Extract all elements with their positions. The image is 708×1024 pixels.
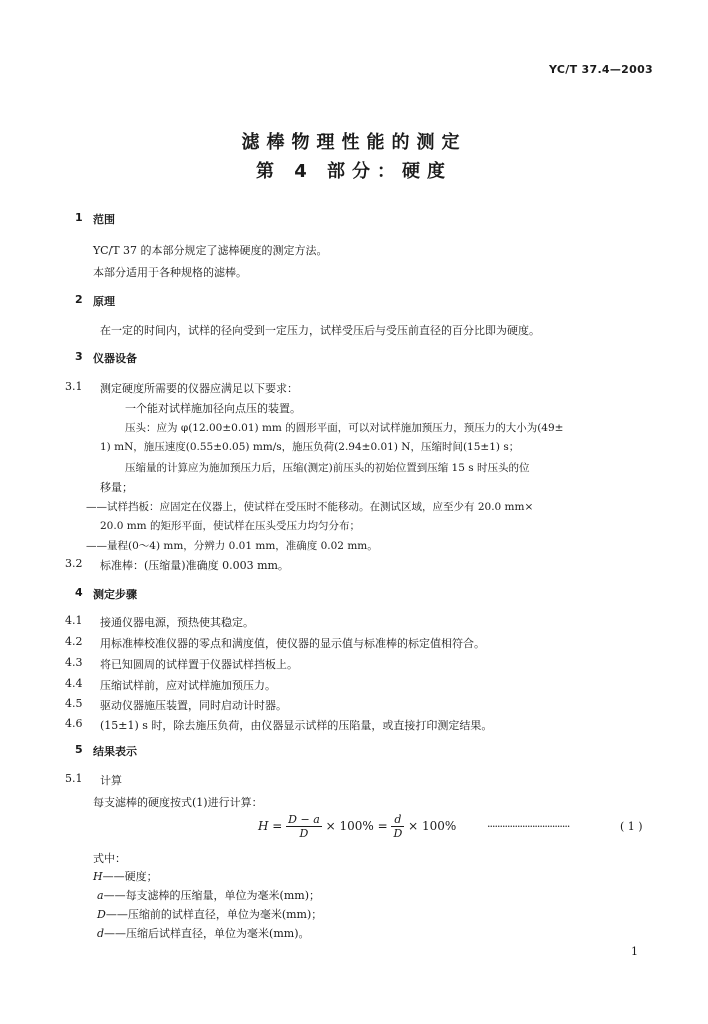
step-number: 4.5 — [65, 697, 83, 710]
clause-3-1-line-3: 1) mN，施压速度(0.55±0.05) mm/s，施压负荷(2.94±0.01) N，压缩时间(15±1) s； — [100, 441, 520, 453]
step-number: 4.6 — [65, 717, 83, 730]
formula-multiplier-2: × 100% — [408, 819, 457, 833]
section-4-title: 测定步骤 — [93, 588, 137, 601]
clause-3-1-line-7: 20.0 mm 的矩形平面，使试样在压头受压力均匀分布； — [100, 520, 360, 532]
page-number: 1 — [631, 945, 638, 958]
clause-3-1-line-1: 一个能对试样施加径向点压的装置。 — [125, 402, 301, 415]
variable-symbol: D — [97, 908, 106, 921]
section-1-title: 范围 — [93, 213, 115, 226]
clause-3-1-line-8: ——量程(0～4) mm，分辨力 0.01 mm，准确度 0.02 mm。 — [86, 540, 378, 552]
step-text: 压缩试样前，应对试样施加预压力。 — [100, 679, 276, 692]
variable-definition — [97, 906, 322, 922]
fraction-2-numerator: d — [391, 813, 404, 827]
variable-description: ——压缩前的试样直径，单位为毫米(mm)； — [105, 908, 323, 921]
variable-symbol: d — [97, 927, 105, 940]
variable-definition — [97, 887, 320, 903]
step-text: 驱动仪器施压装置，同时启动计时器。 — [100, 699, 287, 712]
step-number: 4.1 — [65, 614, 83, 627]
section-2-paragraph: 在一定的时间内，试样的径向受到一定压力，试样受压后与受压前直径的百分比即为硬度。 — [100, 324, 540, 337]
document-subtitle: 第 4 部分：硬度 — [255, 161, 453, 182]
variable-description: ——硬度； — [102, 870, 158, 883]
fraction-2 — [391, 813, 404, 840]
step-number: 4.3 — [65, 656, 83, 669]
clause-5-1-title: 计算 — [100, 774, 122, 787]
section-1-paragraph-2: 本部分适用于各种规格的滤棒。 — [93, 266, 247, 279]
step-text: 接通仪器电源，预热使其稳定。 — [100, 616, 254, 629]
standard-code: YC/T 37.4—2003 — [549, 63, 653, 76]
variable-description: ——压缩后试样直径，单位为毫米(mm)。 — [104, 927, 310, 940]
step-text: 用标准棒校准仪器的零点和满度值，使仪器的显示值与标准棒的标定值相符合。 — [100, 637, 485, 650]
section-5-title: 结果表示 — [93, 745, 137, 758]
step-number: 4.4 — [65, 677, 83, 690]
fraction-1 — [286, 813, 322, 840]
variable-symbol: H — [93, 870, 103, 883]
formula-leader-dots: ································· — [487, 820, 570, 833]
section-4-number: 4 — [75, 586, 83, 599]
formula-multiplier-1: × 100% = — [325, 819, 388, 833]
clause-3-2-text: 标准棒：(压缩量)准确度 0.003 mm。 — [100, 559, 289, 572]
step-number: 4.2 — [65, 635, 83, 648]
section-1-number: 1 — [75, 211, 83, 224]
step-text: (15±1) s 时，除去施压负荷，由仪器显示试样的压陷量，或直接打印测定结果。 — [100, 719, 493, 732]
hardness-formula — [258, 813, 456, 840]
clause-3-1-line-5: 移量； — [100, 481, 133, 494]
variable-definition — [97, 925, 310, 941]
variable-definition — [93, 868, 158, 884]
section-3-title: 仪器设备 — [93, 352, 137, 365]
step-text: 将已知圆周的试样置于仪器试样挡板上。 — [100, 658, 298, 671]
fraction-1-numerator: D − a — [288, 813, 320, 826]
section-3-number: 3 — [75, 350, 83, 363]
clause-3-1-line-6: ——试样挡板：应固定在仪器上，使试样在受压时不能移动。在测试区域，应至少有 20.0 mm× — [86, 501, 534, 513]
section-2-number: 2 — [75, 293, 83, 306]
where-label: 式中： — [93, 852, 126, 865]
clause-3-1-number: 3.1 — [65, 380, 83, 393]
variable-symbol: a — [97, 889, 104, 902]
fraction-1-denominator: D — [299, 827, 309, 840]
fraction-2-denominator: D — [393, 827, 403, 840]
variable-description: ——每支滤棒的压缩量，单位为毫米(mm)； — [103, 889, 321, 902]
section-1-paragraph-1: YC/T 37 的本部分规定了滤棒硬度的测定方法。 — [93, 244, 328, 257]
formula-equation-number: ( 1 ) — [620, 820, 643, 833]
clause-3-1-line-4: 压缩量的计算应为施加预压力后，压缩(测定)前压头的初始位置到压缩 15 s 时压头的位 — [125, 462, 530, 474]
clause-3-2-number: 3.2 — [65, 557, 83, 570]
document-title: 滤棒物理性能的测定 — [241, 132, 467, 153]
clause-5-1-number: 5.1 — [65, 772, 83, 785]
section-5-number: 5 — [75, 743, 83, 756]
formula-intro: 每支滤棒的硬度按式(1)进行计算： — [93, 796, 263, 809]
clause-3-1-line-2: 压头：应为 φ(12.00±0.01) mm 的圆形平面，可以对试样施加预压力，预压力的大小为(49± — [125, 422, 564, 434]
section-2-title: 原理 — [93, 295, 115, 308]
clause-3-1-text: 测定硬度所需要的仪器应满足以下要求： — [100, 382, 298, 395]
formula-lhs: H = — [258, 819, 283, 833]
